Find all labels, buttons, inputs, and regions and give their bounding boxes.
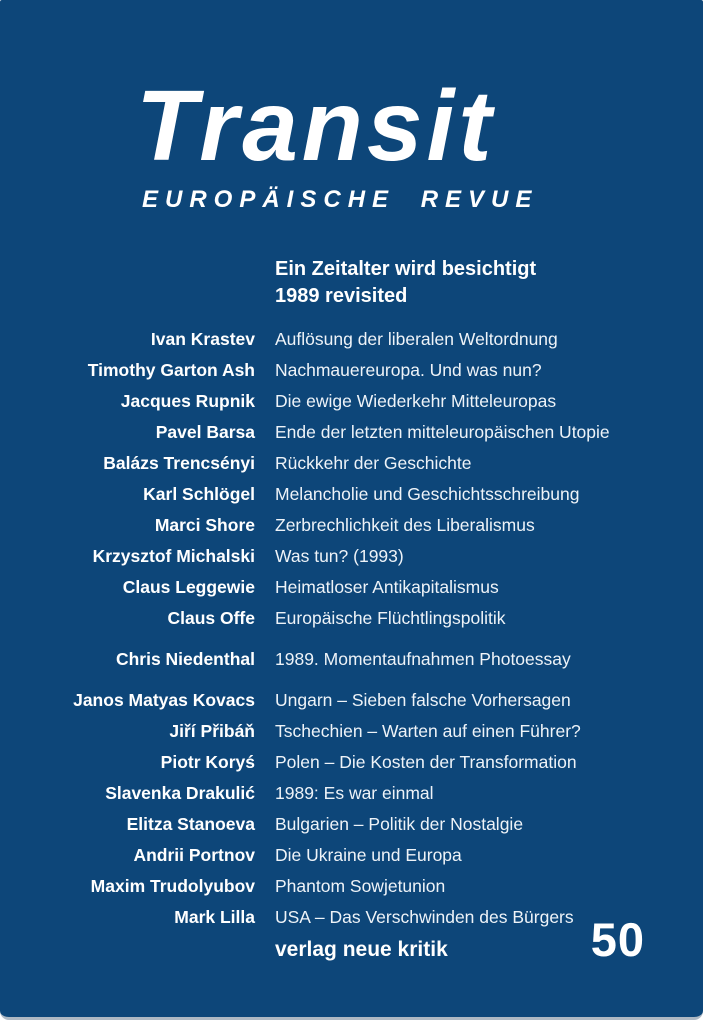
toc-author: Ivan Krastev xyxy=(150,329,255,349)
magazine-subtitle: EUROPÄISCHE REVUE xyxy=(142,186,539,213)
table-of-contents xyxy=(0,324,703,933)
toc-row xyxy=(0,448,703,479)
toc-author: Claus Offe xyxy=(167,608,255,628)
toc-author: Jiří Přibáň xyxy=(169,721,255,741)
toc-author: Slavenka Drakulić xyxy=(105,783,255,803)
issue-heading-line1: Ein Zeitalter wird besichtigt xyxy=(275,258,537,280)
toc-title: Was tun? (1993) xyxy=(275,546,404,566)
toc-row xyxy=(0,479,703,510)
toc-row xyxy=(0,603,703,634)
toc-title: 1989. Momentaufnahmen Photoessay xyxy=(275,649,571,669)
toc-title: USA – Das Verschwinden des Bürgers xyxy=(275,907,574,927)
toc-title: Heimatloser Antikapitalismus xyxy=(275,577,499,597)
toc-row xyxy=(0,644,703,675)
toc-row xyxy=(0,355,703,386)
toc-row xyxy=(0,840,703,871)
toc-row xyxy=(0,871,703,902)
toc-author: Balázs Trencsényi xyxy=(103,453,255,473)
toc-title: Die ewige Wiederkehr Mitteleuropas xyxy=(275,391,557,411)
toc-row xyxy=(0,572,703,603)
toc-row xyxy=(0,510,703,541)
toc-author: Jacques Rupnik xyxy=(120,391,255,411)
toc-author: Piotr Koryś xyxy=(160,752,255,772)
toc-title: Ungarn – Sieben falsche Vorhersagen xyxy=(275,690,571,710)
toc-title: Tschechien – Warten auf einen Führer? xyxy=(275,721,581,741)
issue-heading-line2: 1989 revisited xyxy=(275,285,408,307)
toc-author: Andrii Portnov xyxy=(133,845,255,865)
toc-author: Mark Lilla xyxy=(174,907,255,927)
toc-title: Bulgarien – Politik der Nostalgie xyxy=(275,814,524,834)
issue-heading xyxy=(275,256,536,310)
toc-row xyxy=(0,324,703,355)
toc-author: Janos Matyas Kovacs xyxy=(73,690,255,710)
toc-row xyxy=(0,809,703,840)
toc-title: Zerbrechlichkeit des Liberalismus xyxy=(275,515,535,535)
toc-author: Chris Niedenthal xyxy=(115,649,255,669)
toc-title: Phantom Sowjetunion xyxy=(275,876,446,896)
toc-author: Claus Leggewie xyxy=(122,577,255,597)
toc-author: Timothy Garton Ash xyxy=(87,360,255,380)
toc-row xyxy=(0,778,703,809)
toc-author: Marci Shore xyxy=(154,515,255,535)
toc-title: Melancholie und Geschichtsschreibung xyxy=(275,484,580,504)
toc-title: Die Ukraine und Europa xyxy=(275,845,462,865)
toc-author: Elitza Stanoeva xyxy=(126,814,255,834)
toc-title: Rückkehr der Geschichte xyxy=(275,453,472,473)
toc-title: Polen – Die Kosten der Transformation xyxy=(275,752,577,772)
toc-author: Karl Schlögel xyxy=(143,484,255,504)
toc-title: 1989: Es war einmal xyxy=(275,783,434,803)
toc-title: Nachmauereuropa. Und was nun? xyxy=(275,360,542,380)
toc-author: Pavel Barsa xyxy=(155,422,255,442)
toc-row xyxy=(0,541,703,572)
toc-row xyxy=(0,747,703,778)
toc-author: Maxim Trudolyubov xyxy=(90,876,255,896)
toc-row xyxy=(0,417,703,448)
toc-author: Krzysztof Michalski xyxy=(92,546,255,566)
toc-title: Ende der letzten mitteleuropäischen Utopie xyxy=(275,422,610,442)
toc-row xyxy=(0,685,703,716)
issue-number: 50 xyxy=(590,913,645,966)
toc-title: Europäische Flüchtlingspolitik xyxy=(275,608,506,628)
magazine-title: Transit xyxy=(136,70,496,182)
toc-row xyxy=(0,386,703,417)
publisher-name: verlag neue kritik xyxy=(275,938,448,961)
toc-row xyxy=(0,716,703,747)
toc-title: Auflösung der liberalen Weltordnung xyxy=(275,329,558,349)
